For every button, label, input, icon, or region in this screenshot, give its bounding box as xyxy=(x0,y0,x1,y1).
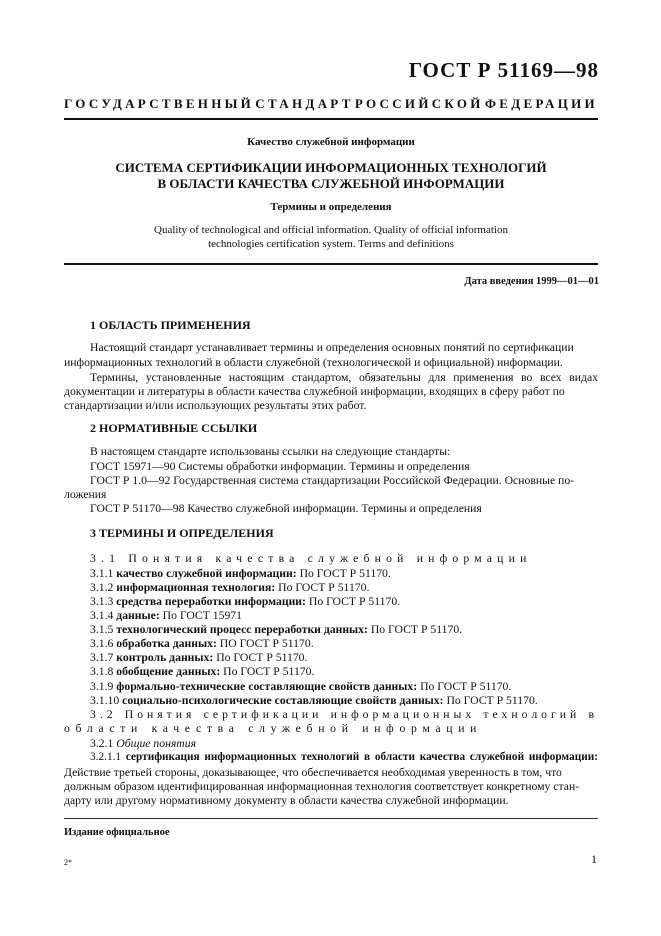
term-entry xyxy=(90,567,391,580)
intro-date: Дата введения 1999—01—01 xyxy=(464,276,599,287)
clause-heading xyxy=(90,737,196,750)
term-number: 3.1.5 xyxy=(90,623,114,636)
reference-item: ГОСТ Р 51170—98 Качество служебной информации. Термины и определения xyxy=(90,502,482,515)
section-heading: 1 ОБЛАСТЬ ПРИМЕНЕНИЯ xyxy=(90,318,251,332)
subsection-heading: 3.2 Понятия сертификации информационных технологий в xyxy=(90,708,598,721)
term-entry xyxy=(90,694,538,707)
term-name: технологический процесс переработки данных: xyxy=(116,623,368,636)
term-number: 3.1.7 xyxy=(90,651,114,664)
term-name: формально-технические составляющие свойств данных: xyxy=(116,680,418,693)
term-entry xyxy=(90,751,598,763)
term-name: контроль данных: xyxy=(116,651,214,664)
paragraph-line: информационных технологий в области служебной (технологической и официальной) информации. xyxy=(64,356,563,369)
paragraph-line: документации и литературы в области качества служебной информации, входящих в сферу работ по xyxy=(64,385,565,398)
paragraph-line: должным образом идентифицированная информационная технология соответствует конкретному стан- xyxy=(64,780,580,793)
term-entry xyxy=(90,680,511,693)
paragraph-line: Термины, установленные настоящим стандартом, обязательны для применения во всех видах xyxy=(90,371,598,384)
english-title-line: Quality of technological and official information. Quality of official information xyxy=(154,224,508,236)
term-number: 3.1.4 xyxy=(90,609,114,622)
subsection-heading: 3.1 Понятия качества служебной информации xyxy=(90,552,532,565)
term-definition: По ГОСТ Р 51170. xyxy=(278,581,370,594)
term-name: информационная технология: xyxy=(116,581,276,594)
main-title-line: СИСТЕМА СЕРТИФИКАЦИИ ИНФОРМАЦИОННЫХ ТЕХНОЛОГИЙ xyxy=(115,160,547,175)
state-standard-word: РОССИЙСКОЙ xyxy=(354,96,484,111)
state-standard-word: ГОСУДАРСТВЕННЫЙ xyxy=(64,96,255,111)
clause-number: 3.2.1 xyxy=(90,737,114,750)
term-name: средства переработки информации: xyxy=(116,595,306,608)
term-entry xyxy=(90,665,314,678)
paragraph-line: Настоящий стандарт устанавливает термины и определения основных понятий по сертификации xyxy=(90,341,574,354)
subject-title: Качество служебной информации xyxy=(247,136,415,148)
term-definition: По ГОСТ Р 51170. xyxy=(420,680,512,693)
footer-rule xyxy=(64,818,598,819)
term-definition: По ГОСТ 15971 xyxy=(162,609,242,622)
main-title-line: В ОБЛАСТИ КАЧЕСТВА СЛУЖЕБНОЙ ИНФОРМАЦИИ xyxy=(157,176,505,191)
paragraph-line: дарту или другому нормативному документу в области качества служебной информации. xyxy=(64,794,509,807)
term-number: 3.1.8 xyxy=(90,665,114,678)
signature-mark: 2* xyxy=(64,858,72,867)
term-number: 3.1.6 xyxy=(90,637,114,650)
section-heading: 3 ТЕРМИНЫ И ОПРЕДЕЛЕНИЯ xyxy=(90,526,274,540)
term-number: 3.1.2 xyxy=(90,581,114,594)
state-standard-word: ФЕДЕРАЦИИ xyxy=(484,96,598,111)
section-heading: 2 НОРМАТИВНЫЕ ССЫЛКИ xyxy=(90,421,258,435)
official-edition-label: Издание официальное xyxy=(64,827,170,838)
term-definition: По ГОСТ Р 51170. xyxy=(446,694,538,707)
term-number: 3.1.9 xyxy=(90,680,114,693)
reference-item: ГОСТ 15971—90 Системы обработки информации. Термины и определения xyxy=(90,460,470,473)
term-number: 3.1.10 xyxy=(90,694,120,707)
term-name: данные: xyxy=(116,609,160,622)
terms-subtitle: Термины и определения xyxy=(270,201,392,213)
term-definition: По ГОСТ Р 51170. xyxy=(308,595,401,608)
term-name: сертификация информационных технологий в области качества служебной информации: xyxy=(125,751,598,763)
paragraph-line: стандартизации и/или использующих результаты этих работ. xyxy=(64,399,367,412)
clause-title: Общие понятия xyxy=(116,737,197,750)
term-number: 3.1.3 xyxy=(90,595,114,608)
header-rule xyxy=(64,118,598,120)
term-number: 3.1.1 xyxy=(90,567,114,580)
state-standard-header xyxy=(64,96,598,112)
english-title-line: technologies certification system. Terms and definitions xyxy=(208,238,454,250)
subsection-heading: области качества служебной информации xyxy=(64,722,483,735)
term-name: обобщение данных: xyxy=(116,665,221,678)
term-number: 3.2.1.1 xyxy=(90,751,122,763)
term-entry xyxy=(90,651,307,664)
paragraph-line: Действие третьей стороны, доказывающее, что обеспечивается необходимая уверенность в том, что xyxy=(64,766,562,779)
reference-item: ГОСТ Р 1.0—92 Государственная система стандартизации Российской Федерации. Основные по- xyxy=(90,474,575,487)
title-rule xyxy=(64,263,598,265)
standard-number: ГОСТ Р 51169—98 xyxy=(408,58,599,82)
term-definition: По ГОСТ Р 51170. xyxy=(216,651,308,664)
term-definition: По ГОСТ Р 51170. xyxy=(223,665,315,678)
term-entry xyxy=(90,637,314,650)
term-definition: По ГОСТ Р 51170. xyxy=(370,623,463,636)
term-name: обработка данных: xyxy=(116,637,217,650)
term-entry xyxy=(90,609,242,622)
page-number: 1 xyxy=(591,852,597,866)
term-entry xyxy=(90,623,462,636)
term-entry xyxy=(90,581,369,594)
term-entry xyxy=(90,595,400,608)
paragraph-line: В настоящем стандарте использованы ссылки на следующие стандарты: xyxy=(90,445,451,458)
state-standard-word: СТАНДАРТ xyxy=(255,96,354,111)
term-definition: ПО ГОСТ Р 51170. xyxy=(219,637,314,650)
term-name: качество служебной информации: xyxy=(116,567,297,580)
term-name: социально-психологические составляющие свойств данных: xyxy=(122,694,444,707)
reference-item: ложения xyxy=(64,488,107,501)
term-definition: По ГОСТ Р 51170. xyxy=(299,567,391,580)
